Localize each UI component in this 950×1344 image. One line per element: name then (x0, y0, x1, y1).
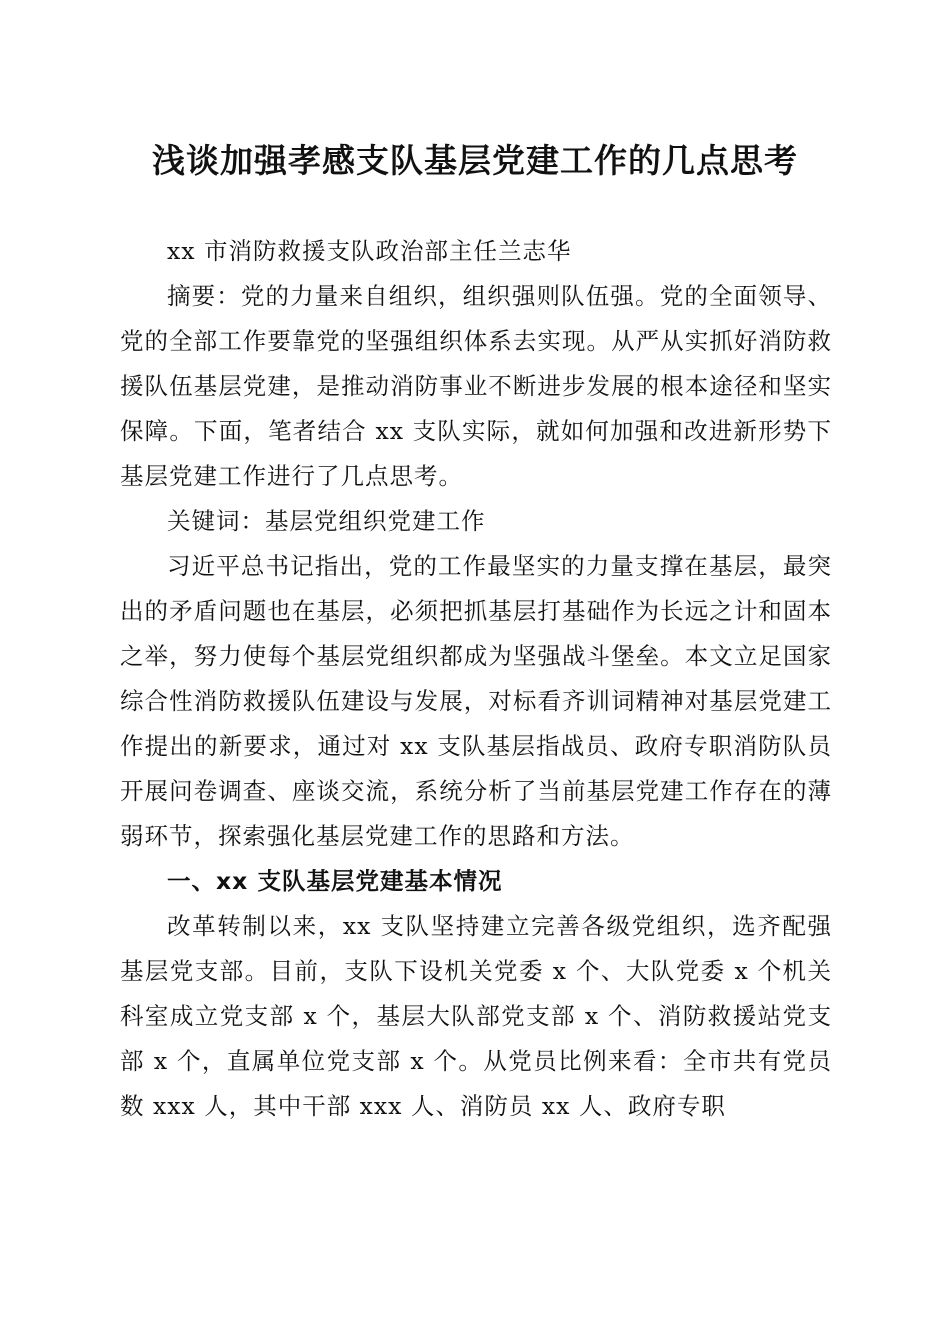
document-body (120, 229, 832, 1129)
document-title: 浅谈加强孝感支队基层党建工作的几点思考 (152, 141, 798, 180)
section-heading: 一、xx 支队基层党建基本情况 (167, 867, 503, 895)
author-line: xx 市消防救援支队政治部主任兰志华 (167, 237, 572, 265)
keywords-line: 关键词：基层党组织党建工作 (167, 507, 486, 535)
abstract-paragraph: 摘要：党的力量来自组织，组织强则队伍强。党的全面领导、党的全部工作要靠党的坚强组织体系去实现。从严从实抓好消防救援队伍基层党建，是推动消防事业不断进步发展的根本途径和坚实保障。下面，笔者结合 xx 支队实际，就如何加强和改进新形势下基层党建工作进行了几点思考。 (120, 282, 832, 490)
intro-paragraph: 习近平总书记指出，党的工作最坚实的力量支撑在基层，最突出的矛盾问题也在基层，必须把抓基层打基础作为长远之计和固本之举，努力使每个基层党组织都成为坚强战斗堡垒。本文立足国家综合性消防救援队伍建设与发展，对标看齐训词精神对基层党建工作提出的新要求，通过对 xx 支队基层指战员、政府专职消防队员开展问卷调查、座谈交流，系统分析了当前基层党建工作存在的薄弱环节，探索强化基层党建工作的思路和方法。 (120, 552, 832, 850)
section-paragraph: 改革转制以来，xx 支队坚持建立完善各级党组织，选齐配强基层党支部。目前，支队下设机关党委 x 个、大队党委 x 个机关科室成立党支部 x 个，基层大队部党支部 x 个、消防救援站党支部 x 个，直属单位党支部 x 个。从党员比例来看：全市共有党员数 xxx 人，其中干部 xxx 人、消防员 xx 人、政府专职 (120, 912, 832, 1120)
